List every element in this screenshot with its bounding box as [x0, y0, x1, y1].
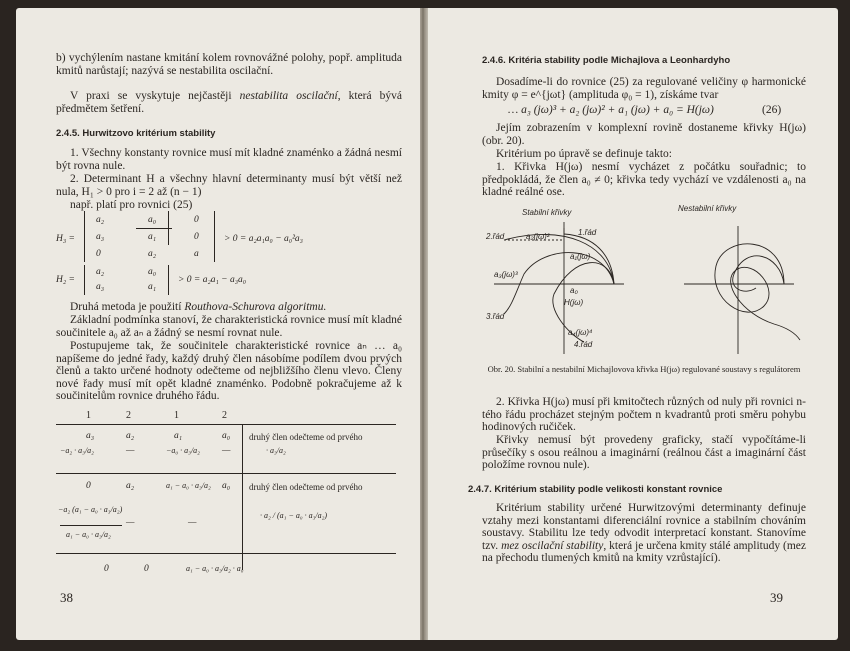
table-cell: a₃	[86, 431, 95, 441]
h2-label: H₂ =	[56, 275, 75, 285]
h3-cell: 0	[96, 249, 101, 259]
figure-caption: Obr. 20. Stabilní a nestabilní Michajlovova křivka H(jω) regulované soustavy s regulátorem	[487, 364, 801, 374]
h2-cell: a₁	[148, 282, 157, 292]
paragraph-jejim: Jejím zobrazením v komplexní rovině dostaneme křivky H(jω) (obr. 20).	[482, 122, 806, 147]
michajlov-item-1: 1. Křivka H(jω) nesmí vycházet z počátku souřadnic; to předpokládá, že člen a₀ ≠ 0; křivka tedy vychází ve vzdálenosti a₀ na kladné reálné ose.	[482, 161, 806, 199]
figure-annotation: 1.řád	[578, 228, 597, 237]
figure-annotation: a₄(jω)⁴	[568, 328, 593, 337]
section-heading-hurwitz: 2.4.5. Hurwitzovo kritérium stability	[56, 128, 216, 139]
table-header: 2	[126, 410, 131, 421]
hurwitz-item-2: 2. Determinant H a všechny hlavní determinanty musí být větší než nula, H₁ > 0 pro i = 2 až (n − 1)	[56, 173, 402, 198]
h2-cell: a₀	[148, 267, 157, 277]
figure-annotation: a₃(jω)³	[494, 270, 518, 279]
h3-cell: a₂	[96, 215, 105, 225]
table-cell: a₀	[222, 431, 231, 441]
h3-label: H₃ =	[56, 234, 75, 244]
section-heading-michajlov: 2.4.6. Kritéria stability podle Michajlova a Leonhardyho	[482, 55, 731, 66]
h3-cell: 0	[194, 215, 199, 225]
table-header: 2	[222, 410, 227, 421]
section-heading-konstant: 2.4.7. Kritérium stability podle velikosti konstant rovnice	[468, 484, 723, 495]
h3-cell: 0	[194, 232, 199, 242]
figure-annotation: a₂(jω)²	[526, 232, 550, 241]
paragraph-postupujeme: Postupujeme tak, že součinitele charakteristické rovnice aₙ … a₀ napíšeme do jedné řady, každý druhý člen násobíme podílem dvou prvých členů a takto určené hodnoty odečteme od nejbližšího členu vlevo. Členy nové řady musí mít opět kladné znaménko. Podobně pokračujeme až k součinitelům rovnice druhého řádu.	[56, 340, 402, 403]
figure-annotation: 3.řád	[486, 312, 505, 321]
figure-annotation: a₁(jω)	[570, 252, 591, 261]
table-cell: a₀	[222, 481, 231, 491]
paragraph-zakladni: Základní podmínka stanoví, že charakteristická rovnice musí mít kladné součinitele a₀ až aₙ a žádný se nesmí rovnat nule.	[56, 314, 402, 339]
table-cell: · a₃/a₂	[266, 446, 286, 455]
paragraph-dosadime: Dosadíme-li do rovnice (25) za regulované veličiny φ harmonické kmity φ = e^{jωt} (amplituda φ₀ = 1), získáme tvar	[482, 76, 806, 101]
table-cell: 0	[104, 564, 109, 574]
table-note: druhý člen odečteme od prvého	[249, 482, 363, 492]
h2-result: > 0 = a₂a₁ − a₃a₀	[178, 275, 247, 285]
figure-label-stable: Stabilní křivky	[522, 208, 572, 217]
h3-cell: a₂	[148, 249, 157, 259]
example-line: např. platí pro rovnici (25)	[70, 199, 193, 211]
paragraph-praxe: V praxi se vyskytuje nejčastěji nestabilita oscilační, která bývá předmětem šetření.	[56, 90, 402, 115]
table-cell: 0	[86, 481, 91, 491]
table-cell: —	[188, 518, 197, 528]
h3-cell: a	[194, 249, 199, 259]
h3-result: > 0 = a₂a₁a₀ − a₀²a₃	[224, 234, 303, 244]
figure-annotation: a₀	[570, 286, 578, 295]
table-cell: a₂	[126, 431, 135, 441]
table-header: 1	[86, 410, 91, 421]
table-cell: −a₀ · a₃/a₂	[166, 446, 200, 455]
h3-cell: a₃	[96, 232, 105, 242]
table-cell: 0	[144, 564, 149, 574]
figure-annotation: H(jω)	[564, 298, 584, 307]
table-cell: · a₂ / (a₁ − a₀ · a₃/a₂)	[260, 511, 328, 520]
h3-cell: a₁	[148, 232, 157, 242]
table-cell: −a₂ · a₃/a₂	[60, 446, 94, 455]
page-number: 39	[770, 590, 783, 605]
paragraph-krivky: Křivky nemusí být provedeny graficky, stačí vypočítáme-li průsečíky s osou reálnou a imaginární (reálnou část a imaginární část položíme rovnou nule).	[482, 434, 806, 472]
figure-annotation: 4.řád	[574, 340, 593, 349]
table-cell: −a₂ (a₁ − a₀ · a₃/a₂)	[58, 505, 123, 514]
table-header: 1	[174, 410, 179, 421]
hurwitz-item-1: 1. Všechny konstanty rovnice musí mít kladné znaménko a žádná nesmí být rovna nule.	[56, 147, 402, 172]
figure-label-unstable: Nestabilní křivky	[678, 204, 737, 213]
table-cell: —	[126, 446, 135, 456]
table-cell: a₁ − a₀ · a₃/a₂	[166, 481, 211, 490]
h3-cell: a₀	[148, 215, 157, 225]
left-page	[16, 8, 420, 640]
paragraph-nestabilita: b) vychýlením nastane kmitání kolem rovnovážné polohy, popř. amplituda kmitů narůstají; nazývá se nestabilita oscilační.	[56, 52, 402, 77]
table-cell: —	[126, 518, 135, 528]
equation-26: … a₃ (jω)³ + a₂ (jω)² + a₁ (jω) + a₀ = H(jω)	[508, 104, 714, 116]
h2-cell: a₃	[96, 282, 105, 292]
paragraph-kriterium: Kritérium po úpravě se definuje takto:	[496, 148, 672, 160]
paragraph-druha-metoda: Druhá metoda je použití Routhova-Schurova algoritmu.	[70, 301, 327, 313]
table-cell: a₁ − a₀ · a₃/a₂ · a₀	[186, 564, 244, 573]
michajlov-item-2: 2. Křivka H(jω) musí při kmitočtech různých od nuly při rovnici n-tého řádu procházet stejným počtem n kvadrantů proti směru pohybu hodinových ručiček.	[482, 396, 806, 434]
table-cell: —	[222, 446, 231, 456]
page-number: 38	[60, 590, 73, 605]
h2-cell: a₂	[96, 267, 105, 277]
equation-number: (26)	[762, 104, 782, 116]
right-page	[428, 8, 838, 640]
figure-annotation: 2.řád	[486, 232, 505, 241]
table-cell: a₁	[174, 431, 183, 441]
table-note: druhý člen odečteme od prvého	[249, 432, 363, 442]
table-cell: a₂	[126, 481, 135, 491]
table-cell: a₁ − a₀ · a₃/a₂	[66, 530, 111, 539]
paragraph-kriterium-konstant: Kritérium stability určené Hurwitzovými determinanty definuje vztahy mezi konstantami diferenciální rovnice a stabilním chováním soustavy. Stabilitu lze tedy odvodit interpretací konstant. Stanovíme tzv. mez oscilační stability, která je určena kmity stálé amplitudy (mez na přechodu tlumených kmitů na kmity vzrůstající).	[482, 502, 806, 565]
